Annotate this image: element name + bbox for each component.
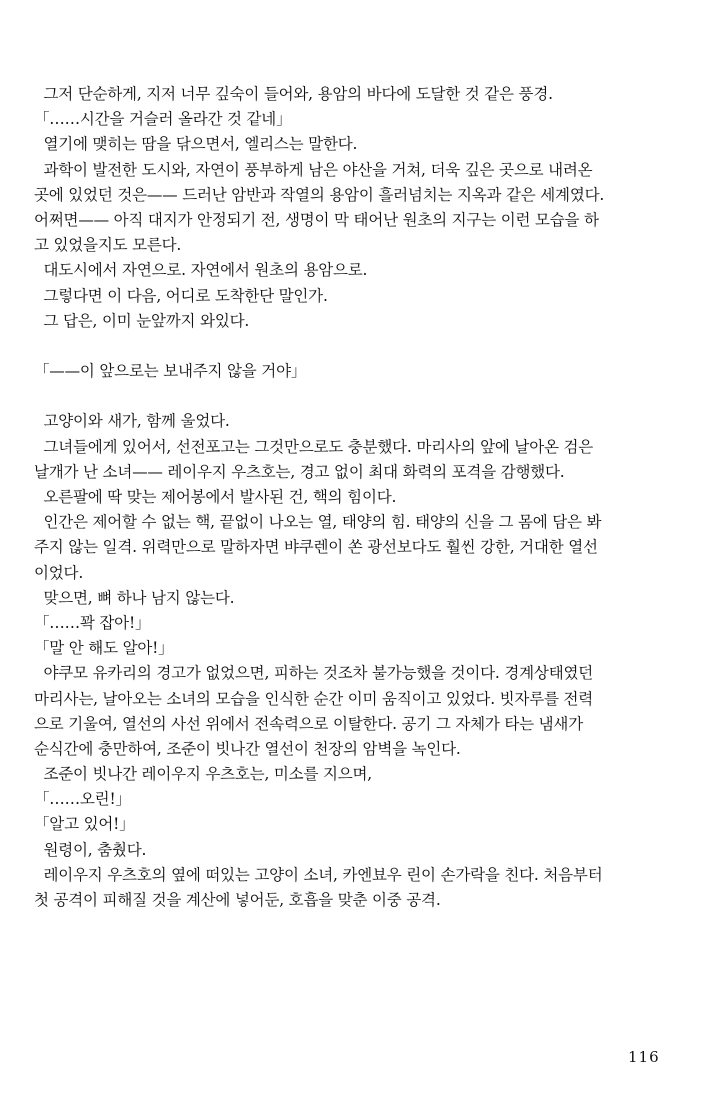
text-line: 「알고 있어!」	[34, 815, 135, 834]
text-line: 조준이 빗나간 레이우지 우츠호는, 미소를 지으며,	[34, 765, 373, 784]
text-line: 마리사는, 날아오는 소녀의 모습을 인식한 순간 이미 움직이고 있었다. 빗자루를 전력	[34, 689, 594, 708]
text-line: 「……오린!」	[34, 790, 131, 809]
text-line: 「……꽉 잡아!」	[34, 613, 151, 632]
text-line: 으로 기울여, 열선의 사선 위에서 전속력으로 이탈한다. 공기 그 자체가 타는 냄새가	[34, 714, 583, 733]
text-line: 그 답은, 이미 눈앞까지 와있다.	[34, 311, 250, 330]
text-line: 「……시간을 거슬러 올라간 것 같네」	[34, 110, 292, 129]
body-text	[34, 82, 689, 913]
text-line: 이었다.	[34, 563, 84, 582]
text-line: 첫 공격이 피해질 것을 계산에 넣어둔, 호흡을 맞춘 이중 공격.	[34, 891, 441, 909]
text-line: 그렇다면 이 다음, 어디로 도착한단 말인가.	[34, 286, 328, 305]
text-line: 그녀들에게 있어서, 선전포고는 그것만으로도 충분했다. 마리사의 앞에 날아온 검은	[34, 437, 594, 456]
text-line: 열기에 맺히는 땀을 닦으면서, 엘리스는 말한다.	[34, 135, 358, 154]
page-number: 116	[628, 1048, 660, 1066]
text-line: 맞으면, 뼈 하나 남지 않는다.	[34, 588, 235, 607]
text-line: 어쩌면—— 아직 대지가 안정되기 전, 생명이 막 태어난 원초의 지구는 이런 모습을 하	[34, 210, 599, 229]
text-line: 야쿠모 유카리의 경고가 없었으면, 피하는 것조차 불가능했을 것이다. 경계상태였던	[34, 664, 594, 683]
text-line: 곳에 있었던 것은—— 드러난 암반과 작열의 용암이 흘러넘치는 지옥과 같은 세계였다.	[34, 185, 605, 204]
text-line: 과학이 발전한 도시와, 자연이 풍부하게 남은 야산을 거쳐, 더욱 깊은 곳으로 내려온	[34, 160, 593, 179]
text-line: 그저 단순하게, 지저 너무 깊숙이 들어와, 용암의 바다에 도달한 것 같은 풍경.	[34, 85, 553, 103]
text-line: 주지 않는 일격. 위력만으로 말하자면 뱌쿠렌이 쏜 광선보다도 훨씬 강한, 거대한 열선	[34, 538, 598, 557]
text-line: 원령이, 춤췄다.	[34, 840, 147, 859]
blank-line	[34, 334, 689, 359]
text-line: 「——이 앞으로는 보내주지 않을 거야」	[34, 362, 307, 381]
text-line: 인간은 제어할 수 없는 핵, 끝없이 나오는 열, 태양의 힘. 태양의 신을 그 몸에 담은 봐	[34, 513, 602, 532]
text-line: 고양이와 새가, 함께 울었다.	[34, 412, 230, 431]
text-line: 레이우지 우츠호의 옆에 떠있는 고양이 소녀, 카엔뵤우 린이 손가락을 친다. 처음부터	[34, 865, 603, 884]
text-line: 순식간에 충만하여, 조준이 빗나간 열선이 천장의 암벽을 녹인다.	[34, 739, 461, 758]
text-line: 날개가 난 소녀—— 레이우지 우츠호는, 경고 없이 최대 화력의 포격을 감행했다.	[34, 462, 565, 481]
blank-line	[34, 384, 689, 409]
text-line: 「말 안 해도 알아!」	[34, 639, 174, 658]
text-line: 대도시에서 자연으로. 자연에서 원초의 용암으로.	[34, 261, 368, 280]
text-line: 고 있었을지도 모른다.	[34, 236, 182, 255]
text-line: 오른팔에 딱 맞는 제어봉에서 발사된 건, 핵의 힘이다.	[34, 488, 397, 506]
